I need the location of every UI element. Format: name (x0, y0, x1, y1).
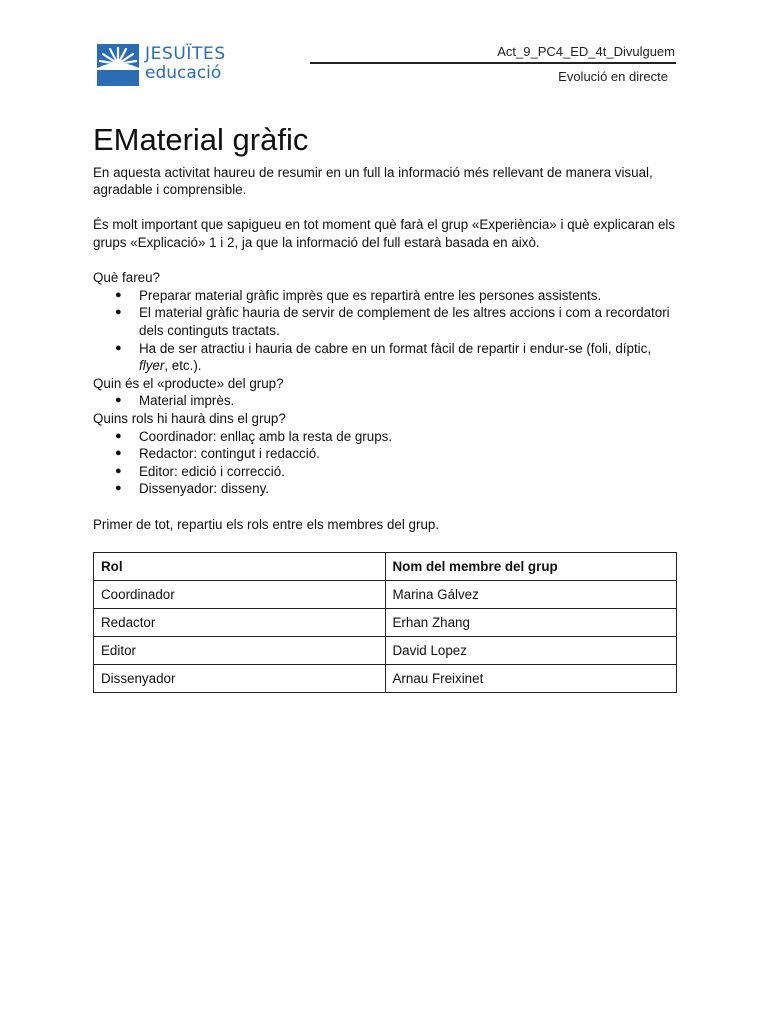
bullet-icon: ● (115, 482, 122, 495)
bullet-icon: ● (115, 447, 122, 460)
intro-paragraph-1: En aquesta activitat haureu de resumir en un full la informació més rellevant de manera visual, agradable i comprensible. (93, 164, 653, 198)
table-row (94, 581, 677, 609)
product-list (93, 392, 677, 410)
logo-line-2: educació (145, 63, 222, 83)
document-code: Act_9_PC4_ED_4t_Divulguem (497, 44, 675, 59)
list-item: ● Material imprès. (115, 393, 235, 409)
table-header-cell: Rol (94, 553, 386, 581)
table-header-row (94, 553, 677, 581)
table-row (94, 637, 677, 665)
list-item: ● Preparar material gràfic imprès que es repartirà entre les persones assistents. (115, 287, 602, 303)
table-row (94, 609, 677, 637)
question-roles: Quins rols hi haurà dins el grup? (93, 410, 286, 426)
logo-wordmark (145, 44, 226, 82)
list-item: ● Ha de ser atractiu i hauria de cabre en un format fàcil de repartir i endur-se (foli, díptic, flyer, etc.). (115, 340, 652, 374)
question-product: Quin és el «producte» del grup? (93, 375, 284, 391)
bullet-icon: ● (115, 306, 122, 319)
logo-line-1: JESUÏTES (145, 44, 226, 64)
member-cell: Arnau Freixinet (385, 665, 677, 693)
what-list (93, 287, 677, 375)
roles-list (93, 428, 677, 498)
bullet-icon: ● (115, 429, 122, 442)
role-cell: Redactor (94, 609, 386, 637)
closing-instruction: Primer de tot, repartiu els rols entre els membres del grup. (93, 516, 440, 532)
table-row (94, 665, 677, 693)
list-item: ● Dissenyador: disseny. (115, 481, 269, 497)
question-what: Què fareu? (93, 270, 160, 286)
document-body (93, 122, 677, 693)
list-item: ● Redactor: contingut i redacció. (115, 446, 320, 462)
bullet-icon: ● (115, 394, 122, 407)
intro-paragraph-2: És molt important que sapigueu en tot moment què farà el grup «Experiència» i què explicaran els grups «Explicació» 1 i 2, ja que la informació del full estarà basada en això. (93, 217, 676, 251)
role-cell: Coordinador (94, 581, 386, 609)
list-item: ● Editor: edició i correcció. (115, 463, 285, 479)
member-cell: Marina Gálvez (385, 581, 677, 609)
table-header-cell: Nom del membre del grup (385, 553, 677, 581)
jesuites-logo (97, 44, 247, 86)
member-cell: David Lopez (385, 637, 677, 665)
list-item: ● El material gràfic hauria de servir de complement de les altres accions i com a recordatori dels continguts tractats. (115, 305, 670, 338)
page-title: EMaterial gràfic (93, 122, 309, 157)
member-cell: Erhan Zhang (385, 609, 677, 637)
role-cell: Dissenyador (94, 665, 386, 693)
roles-table (93, 552, 677, 693)
header-divider (310, 62, 676, 64)
document-subtitle: Evolució en directe (558, 69, 668, 84)
jesuites-emblem-icon (97, 44, 139, 86)
list-item: ● Coordinador: enllaç amb la resta de grups. (115, 428, 393, 444)
bullet-icon: ● (115, 464, 122, 477)
bullet-icon: ● (115, 341, 122, 354)
role-cell: Editor (94, 637, 386, 665)
bullet-icon: ● (115, 288, 122, 301)
